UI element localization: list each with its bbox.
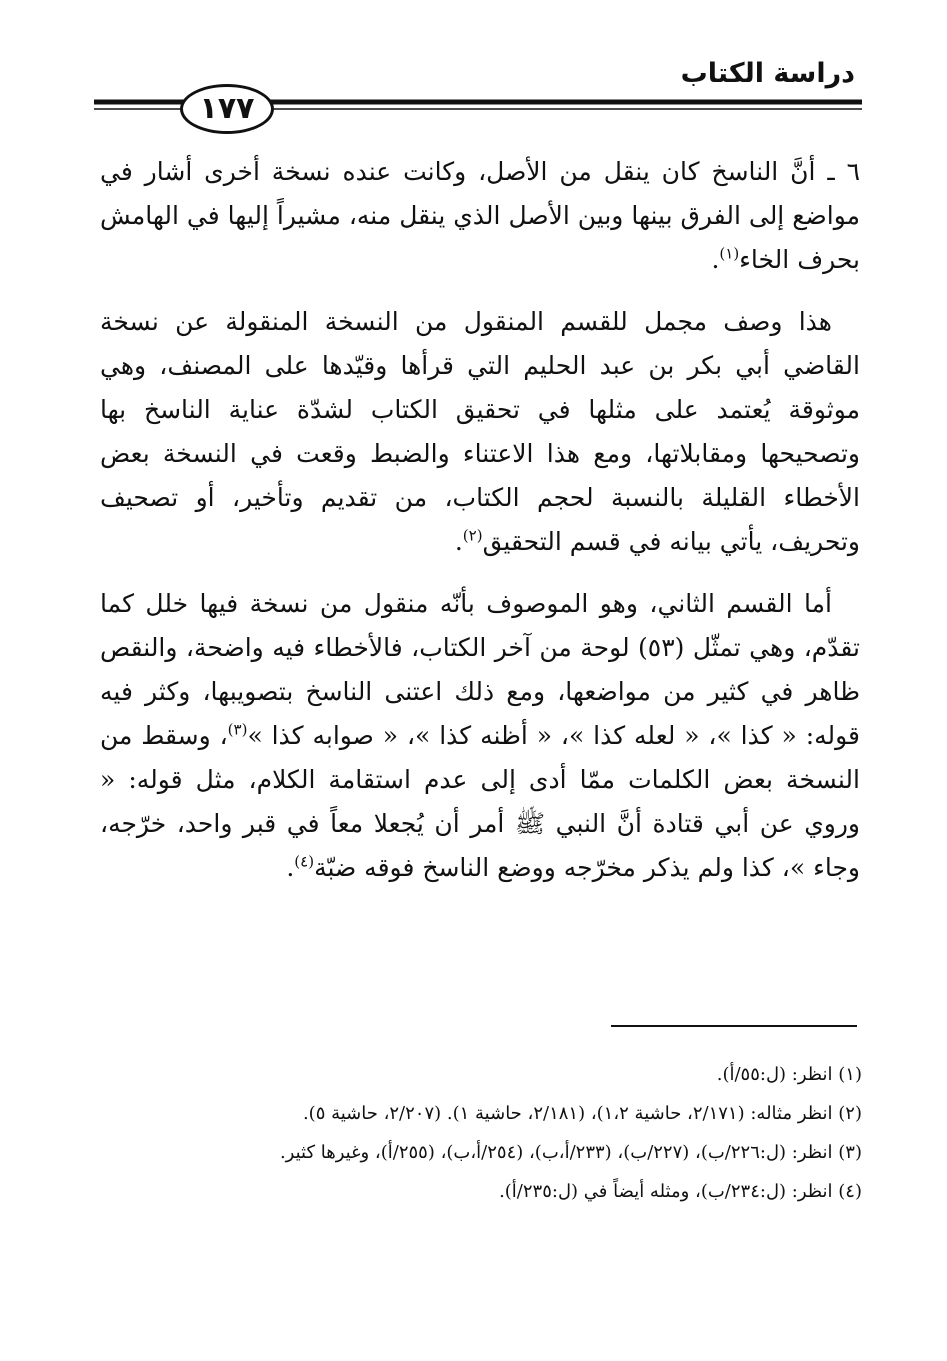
footnotes <box>100 1058 862 1214</box>
running-title: دراسة الكتاب <box>680 58 855 89</box>
paragraph-3 <box>100 582 860 890</box>
footnote-1: (١) انظر: (ل:٥٥/أ). <box>716 1064 862 1085</box>
paragraph-3-text-a: أما القسم الثاني، وهو الموصوف بأنّه منقول من نسخة فيها خلل كما تقدّم، وهي تمثّل (٥٣) لوحة من آخر الكتاب، فالأخطاء فيه واضحة، والنقص ظاهر في كثير من مواضعها، ومع ذلك اعتنى الناسخ بتصويبها، وكثر فيه قوله: « كذا »، « لعله كذا »، « أظنه كذا »، « صوابه كذا » <box>100 589 861 750</box>
footnote-separator <box>611 1025 857 1027</box>
body-text <box>100 150 860 908</box>
paragraph-1 <box>100 150 860 282</box>
footnote-4: (٤) انظر: (ل:٢٣٤/ب)، ومثله أيضاً في (ل:٢٣٥/أ). <box>499 1181 862 1202</box>
paragraph-2-end: . <box>454 527 463 556</box>
paragraph-1-end: . <box>711 245 720 274</box>
footnote-3: (٣) انظر: (ل:٢٢٦/ب)، (٢٢٧/ب)، (٢٣٣/أ،ب)، (٢٥٤/أ،ب)، (٢٥٥/أ)، وغيرها كثير. <box>279 1142 862 1163</box>
paragraph-1-text: ٦ ـ أنَّ الناسخ كان ينقل من الأصل، وكانت عنده نسخة أخرى أشار في مواضع إلى الفرق بينها وبين الأصل الذي ينقل منه، مشيراً إليها في الهامش بحرف الخاء <box>100 157 860 274</box>
footnote-ref-2[interactable]: (٢) <box>462 526 483 545</box>
paragraph-2-text: هذا وصف مجمل للقسم المنقول من النسخة المنقولة عن نسخة القاضي أبي بكر بن عبد الحليم التي قرأها وقيّدها على المصنف، وهي موثوقة يُعتمد على مثلها في تحقيق الكتاب لشدّة عناية الناسخ بها وتصحيحها ومقابلاتها، ومع هذا الاعتناء والضبط وقعت في النسخة بعض الأخطاء القليلة بالنسبة لحجم الكتاب، من تقديم وتأخير، أو تصحيف وتحريف، يأتي بيانه في قسم التحقيق <box>100 307 860 556</box>
footnote-ref-3[interactable]: (٣) <box>227 720 248 739</box>
paragraph-3-end: . <box>286 853 295 882</box>
page-number: ١٧٧ <box>180 84 274 134</box>
footnote-ref-1[interactable]: (١) <box>719 244 740 263</box>
footnote-2: (٢) انظر مثاله: (٢/١٧١، حاشية ١،٢)، (٢/١٨١، حاشية ١). (٢/٢٠٧، حاشية ٥). <box>302 1103 862 1124</box>
paragraph-3-text-b: ، وسقط من النسخة بعض الكلمات ممّا أدى إلى عدم استقامة الكلام، مثل قوله: « وروي عن أبي قتادة أنَّ النبي ﷺ أمر أن يُجعلا معاً في قبر واحد، خرّجه، وجاء »، كذا ولم يذكر مخرّجه ووضع الناسخ فوقه ضبّة <box>100 721 860 882</box>
paragraph-2 <box>100 300 860 564</box>
footnote-ref-4[interactable]: (٤) <box>294 852 315 871</box>
